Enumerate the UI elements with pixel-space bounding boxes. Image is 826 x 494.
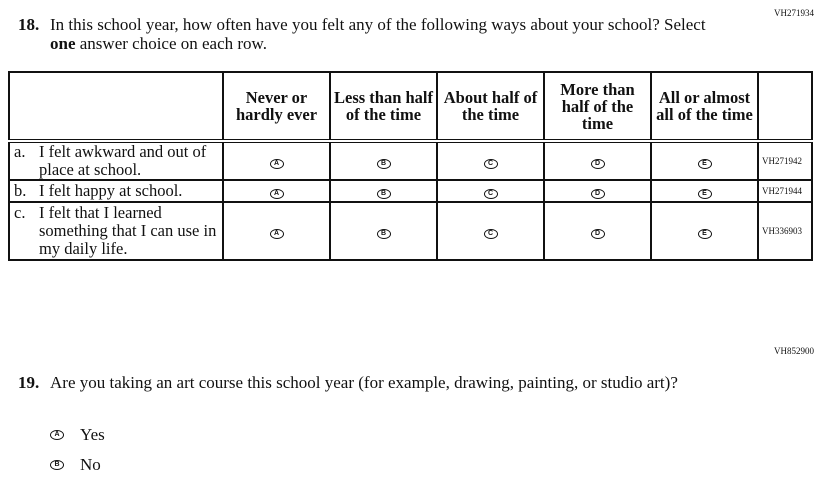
column-header: Less than half of the time <box>330 72 437 141</box>
item-code: VH852900 <box>774 346 814 356</box>
question-number: 19. <box>18 373 40 392</box>
table-row: a. I felt awkward and out of place at school. A B C D E VH271942 <box>9 141 812 180</box>
answer-bubble-a[interactable]: A <box>270 159 284 169</box>
answer-bubble-a[interactable]: A <box>50 430 64 440</box>
column-header: All or almost all of the time <box>651 72 758 141</box>
answer-bubble-e[interactable]: E <box>698 159 712 169</box>
answer-bubble-a[interactable]: A <box>270 189 284 199</box>
item-code: VH271934 <box>774 8 814 18</box>
option-yes[interactable]: A Yes <box>50 425 105 445</box>
answer-bubble-b[interactable]: B <box>50 460 64 470</box>
table-row: b. I felt happy at school. A B C D E VH271944 <box>9 180 812 202</box>
column-header: Never or hardly ever <box>223 72 330 141</box>
answer-bubble-e[interactable]: E <box>698 189 712 199</box>
column-header: About half of the time <box>437 72 544 141</box>
answer-bubble-c[interactable]: C <box>484 189 498 199</box>
answer-bubble-a[interactable]: A <box>270 229 284 239</box>
answer-bubble-b[interactable]: B <box>377 229 391 239</box>
row-code: VH336903 <box>758 202 812 260</box>
answer-bubble-b[interactable]: B <box>377 189 391 199</box>
question-text: Are you taking an art course this school year (for example, drawing, painting, or studio art)? <box>50 373 678 392</box>
table-row: c. I felt that I learned something that I can use in my daily life. A B C D E VH336903 <box>9 202 812 260</box>
answer-bubble-b[interactable]: B <box>377 159 391 169</box>
answer-bubble-d[interactable]: D <box>591 159 605 169</box>
answer-bubble-d[interactable]: D <box>591 189 605 199</box>
row-code: VH271942 <box>758 141 812 180</box>
response-grid <box>8 71 813 261</box>
row-label: I felt happy at school. <box>39 181 183 200</box>
question-number: 18. <box>18 15 40 34</box>
answer-bubble-c[interactable]: C <box>484 229 498 239</box>
answer-bubble-c[interactable]: C <box>484 159 498 169</box>
answer-bubble-e[interactable]: E <box>698 229 712 239</box>
question-text: In this school year, how often have you felt any of the following ways about your school? Select one answer choice on each row. <box>50 15 706 53</box>
column-header: More than half of the time <box>544 72 651 141</box>
row-label: I felt awkward and out of place at school. <box>39 142 207 179</box>
answer-bubble-d[interactable]: D <box>591 229 605 239</box>
option-no[interactable]: B No <box>50 455 101 475</box>
row-label: I felt that I learned something that I can use in my daily life. <box>39 203 217 258</box>
row-code: VH271944 <box>758 180 812 202</box>
